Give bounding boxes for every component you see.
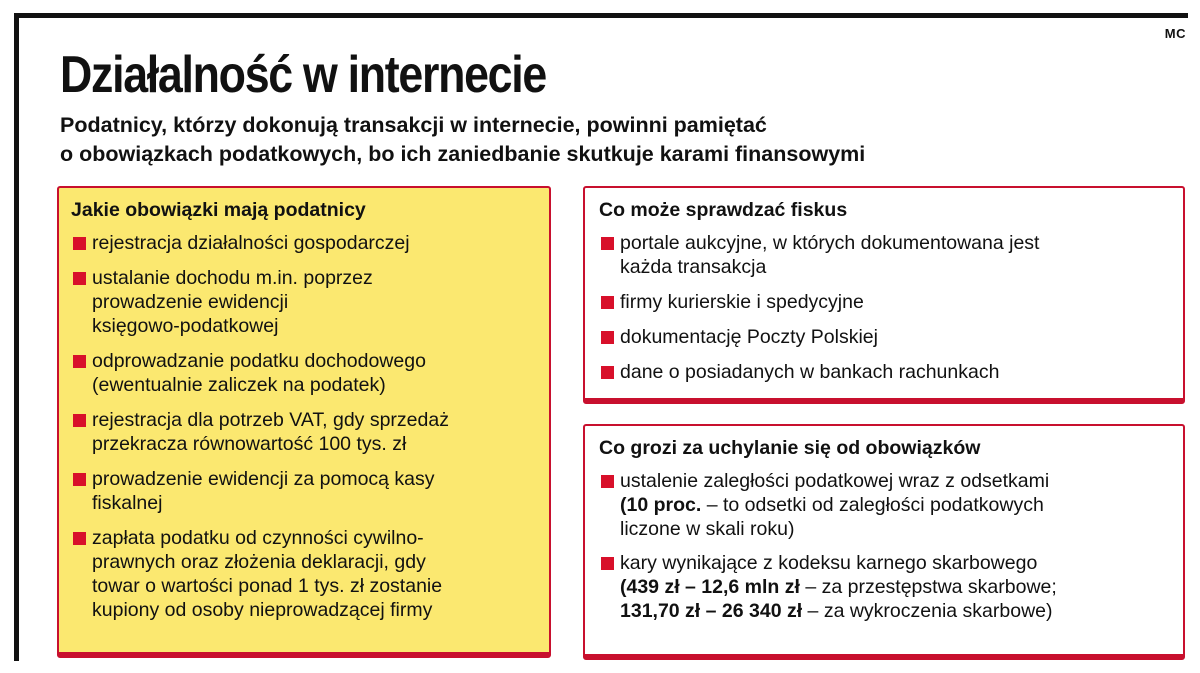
- item-text: – za przestępstwa skarbowe;: [799, 576, 1057, 598]
- item-text: – za wykroczenia skarbowe): [802, 600, 1053, 622]
- list-item: [599, 360, 1179, 384]
- item-text: towar o wartości ponad 1 tys. zł zostanie: [92, 575, 443, 597]
- item-text: portale aukcyjne, w których dokumentowana jest: [620, 232, 1040, 254]
- item-text: kupiony od osoby nieprowadzącej firmy: [92, 599, 433, 621]
- item-text: każda transakcja: [620, 256, 767, 278]
- subtitle-line: o obowiązkach podatkowych, bo ich zaniedbanie skutkuje karami finansowymi: [60, 142, 866, 166]
- obligations-heading: Jakie obowiązki mają podatnicy: [71, 199, 366, 221]
- list-item: [71, 526, 547, 622]
- offence-fine-range: 131,70 zł – 26 340 zł: [620, 600, 803, 622]
- crime-fine-range: (439 zł – 12,6 mln zł: [620, 576, 800, 598]
- red-square-bullet-icon: [601, 237, 614, 250]
- item-text-line: [620, 599, 1179, 623]
- item-text: prawnych oraz złożenia deklaracji, gdy: [92, 551, 426, 573]
- item-text: dane o posiadanych w bankach rachunkach: [620, 361, 1000, 383]
- penalties-heading: Co grozi za uchylanie się od obowiązków: [599, 437, 981, 459]
- list-item: [599, 231, 1179, 279]
- list-item: [71, 266, 547, 338]
- item-text: rejestracja dla potrzeb VAT, gdy sprzedaż: [92, 409, 449, 431]
- red-square-bullet-icon: [601, 366, 614, 379]
- item-text-line: [620, 493, 1179, 517]
- list-item: [599, 325, 1179, 349]
- item-text: ustalanie dochodu m.in. poprzez: [92, 267, 373, 289]
- item-text: ustalenie zaległości podatkowej wraz z odsetkami: [620, 470, 1050, 492]
- item-text: fiskalnej: [92, 492, 163, 514]
- list-item: [599, 469, 1179, 541]
- list-item: [71, 349, 547, 397]
- item-text: rejestracja działalności gospodarczej: [92, 232, 410, 254]
- item-text: – to odsetki od zaległości podatkowych: [701, 494, 1044, 516]
- red-square-bullet-icon: [601, 557, 614, 570]
- item-text: przekracza równowartość 100 tys. zł: [92, 433, 407, 455]
- penalties-panel: [583, 424, 1185, 660]
- red-square-bullet-icon: [73, 355, 86, 368]
- interest-rate: (10 proc.: [620, 494, 702, 516]
- credit: MC: [1164, 26, 1186, 41]
- item-text: prowadzenie ewidencji: [92, 291, 289, 313]
- red-square-bullet-icon: [601, 475, 614, 488]
- item-text: kary wynikające z kodeksu karnego skarbowego: [620, 552, 1038, 574]
- list-item: [71, 467, 547, 515]
- red-square-bullet-icon: [73, 532, 86, 545]
- obligations-panel: [57, 186, 551, 658]
- item-text-line: [620, 575, 1179, 599]
- obligations-list: [71, 231, 547, 633]
- list-item: [71, 231, 547, 255]
- red-square-bullet-icon: [73, 414, 86, 427]
- item-text: księgowo-podatkowej: [92, 315, 279, 337]
- list-item: [71, 408, 547, 456]
- penalties-list: [599, 469, 1179, 633]
- checks-list: [599, 231, 1179, 395]
- checks-heading: Co może sprawdzać fiskus: [599, 199, 848, 221]
- item-text: (ewentualnie zaliczek na podatek): [92, 374, 386, 396]
- item-text: odprowadzanie podatku dochodowego: [92, 350, 426, 372]
- page-title: Działalność w internecie: [60, 46, 546, 104]
- item-text: dokumentację Poczty Polskiej: [620, 326, 878, 348]
- checks-panel: [583, 186, 1185, 404]
- red-square-bullet-icon: [73, 473, 86, 486]
- item-text: firmy kurierskie i spedycyjne: [620, 291, 864, 313]
- subtitle-line: Podatnicy, którzy dokonują transakcji w internecie, powinni pamiętać: [60, 113, 767, 137]
- top-rule: [14, 13, 1188, 18]
- list-item: [599, 290, 1179, 314]
- side-rule: [14, 13, 19, 661]
- red-square-bullet-icon: [73, 237, 86, 250]
- item-text: liczone w skali roku): [620, 518, 795, 540]
- item-text: prowadzenie ewidencji za pomocą kasy: [92, 468, 435, 490]
- list-item: [599, 551, 1179, 623]
- red-square-bullet-icon: [601, 331, 614, 344]
- red-square-bullet-icon: [73, 272, 86, 285]
- page-subtitle: [60, 111, 1200, 169]
- item-text: zapłata podatku od czynności cywilno-: [92, 527, 424, 549]
- red-square-bullet-icon: [601, 296, 614, 309]
